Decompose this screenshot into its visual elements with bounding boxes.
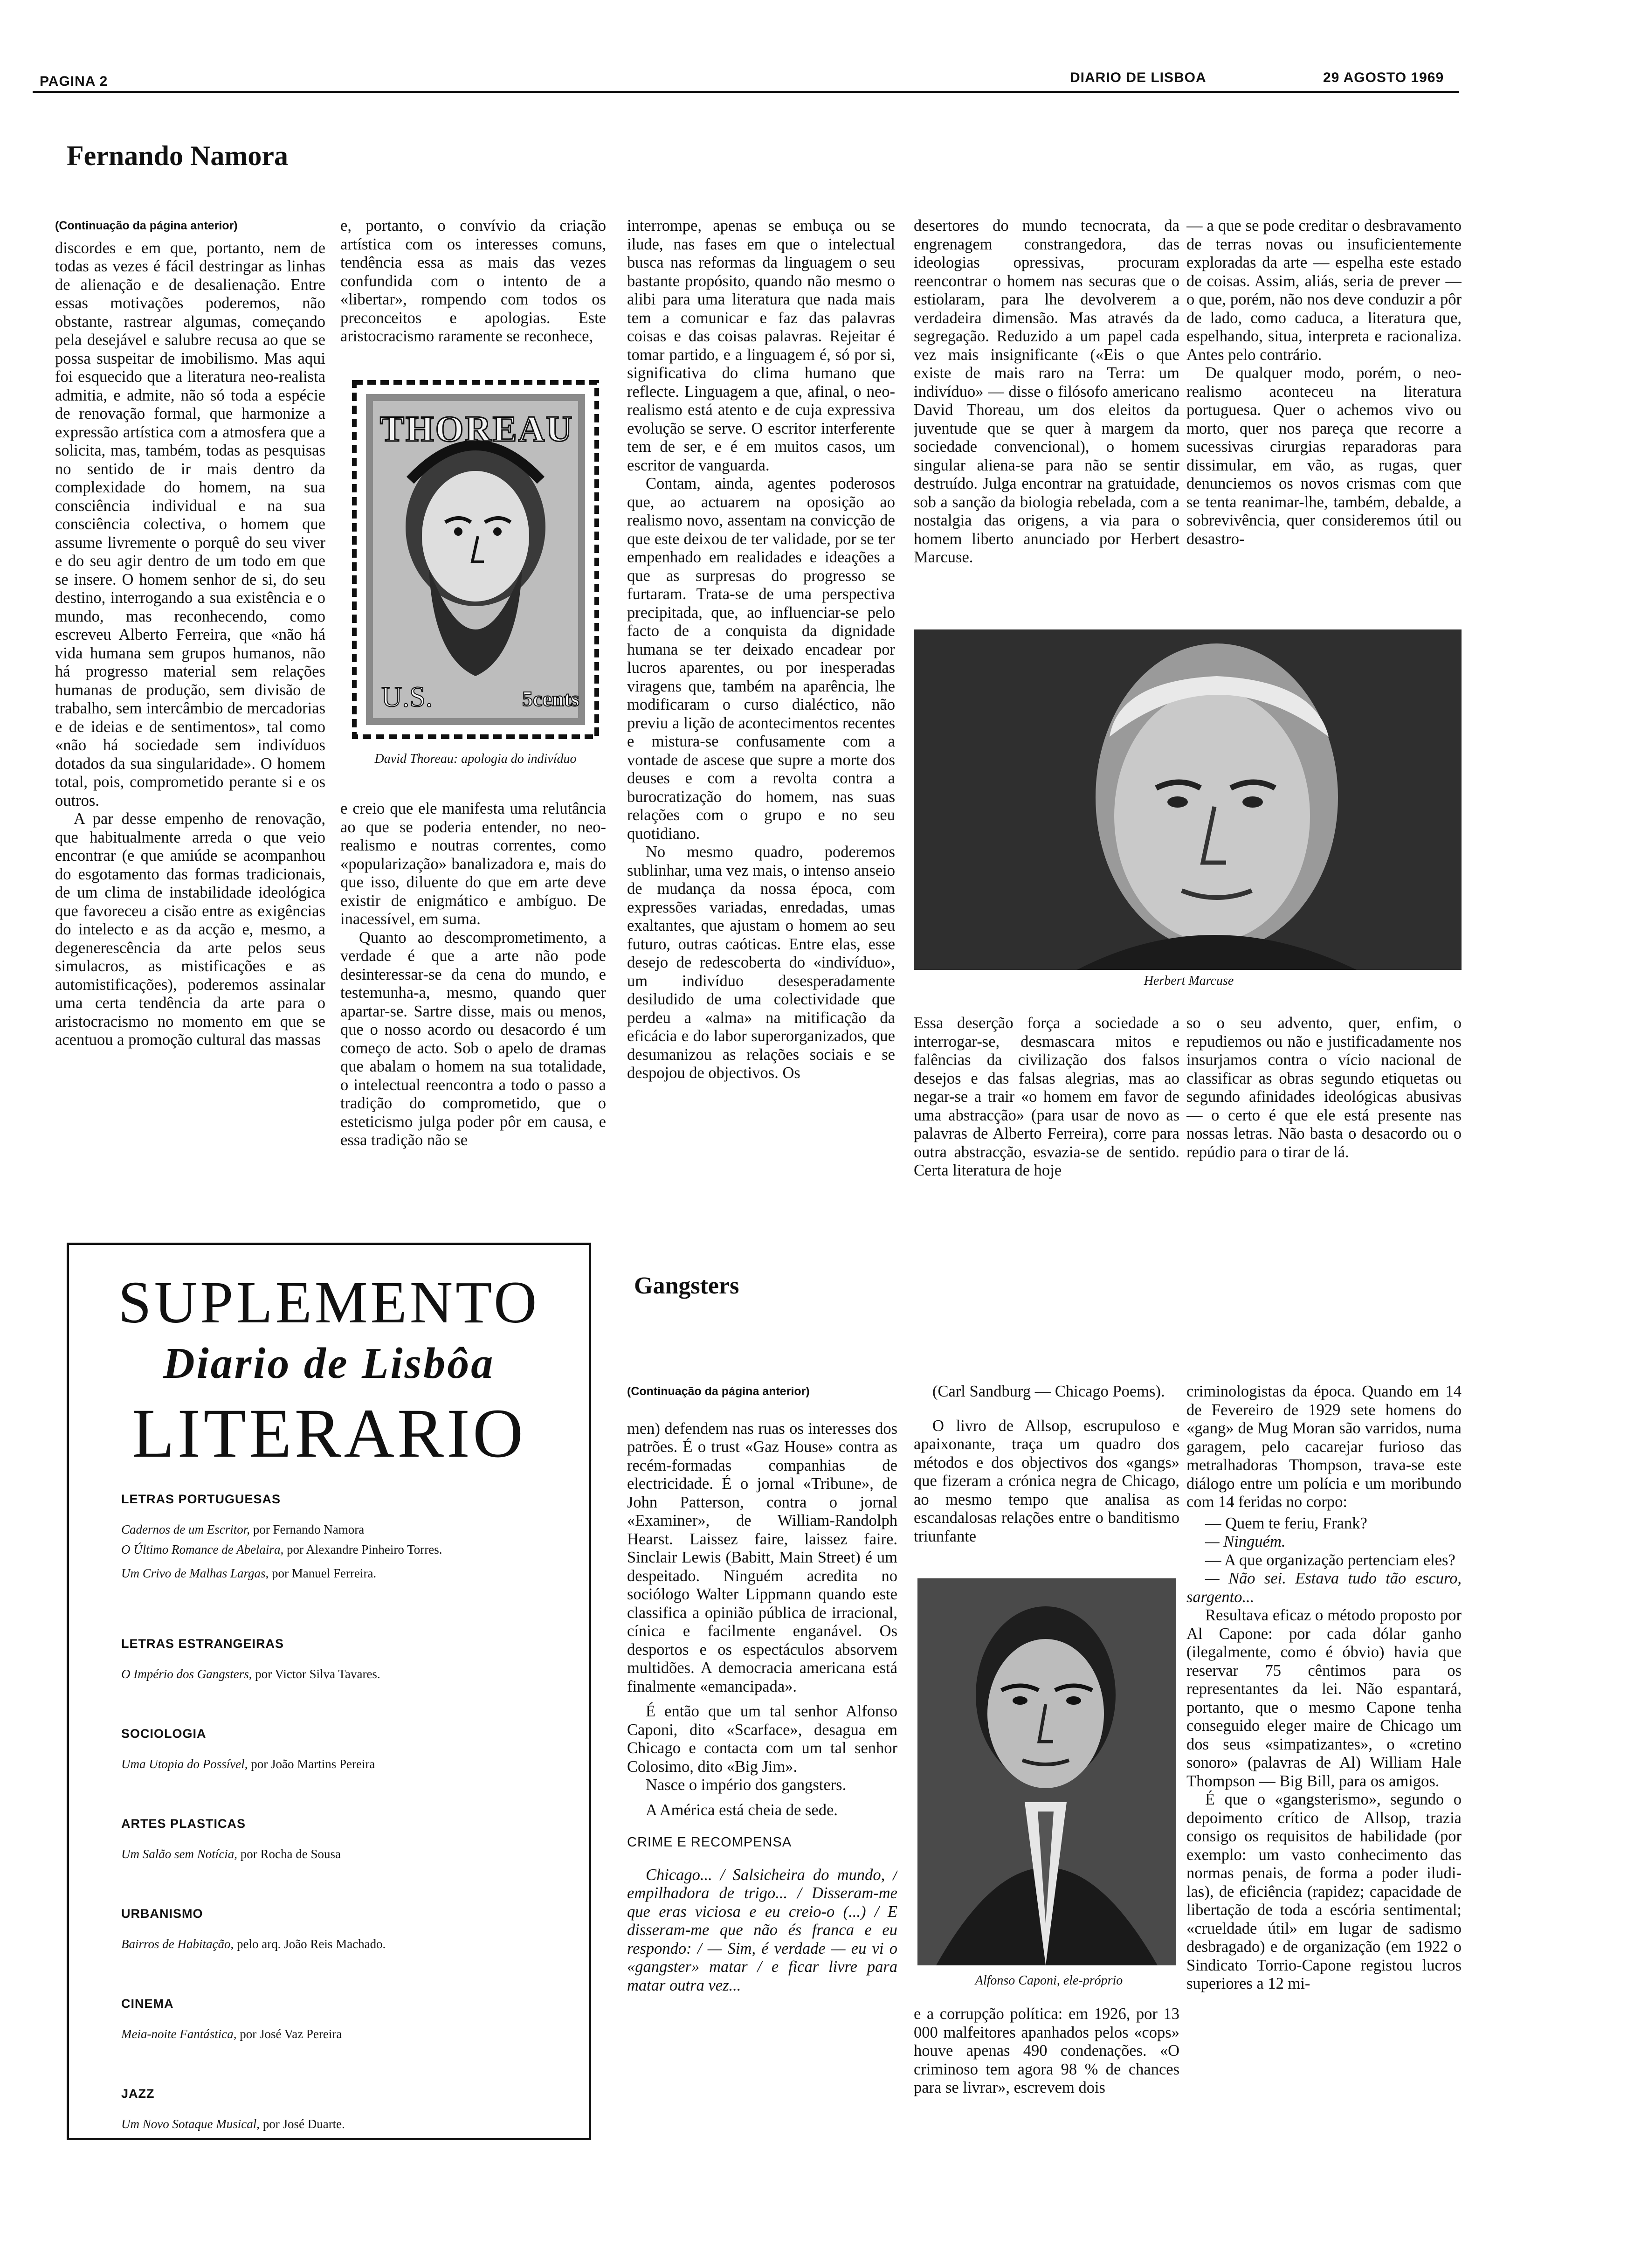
item-author: por Rocha de Sousa: [237, 1847, 341, 1861]
gangsters-column-2-top: [914, 1383, 1179, 1578]
list-item: [121, 2117, 569, 2131]
paragraph: Resultava eficaz o método proposto por Al Capone: por cada dólar ganho (ilegalmente, como é óbvio) havia que reservar 75 cêntimos para os representantes da lei. Não espantará, portanto, que o mesmo Capone tenha conseguido eleger maire de Chicago um dos seus «simpatizantes», o «cretino sonoro» (palavras de Al) William Hale Thompson — Big Bill, para os amigos.: [1186, 1606, 1462, 1790]
article-column-3: [627, 217, 895, 1224]
article-column-1: [55, 217, 325, 1224]
list-item: [121, 1522, 569, 1537]
section-heading: ARTES PLASTICAS: [121, 1817, 246, 1831]
section-urbanismo: [121, 1907, 569, 1997]
section-cinema: [121, 1997, 569, 2087]
portrait-illustration: [917, 1578, 1176, 1965]
list-item: [121, 1847, 569, 1861]
crime-heading: CRIME E RECOMPENSA: [627, 1835, 792, 1850]
item-title: Cadernos de um Escritor,: [121, 1522, 250, 1536]
continuation-note: (Continuação da página anterior): [627, 1385, 810, 1398]
paragraph: interrompe, apenas se embuça ou se ilude, nas fases em que o intelectual busca nas reformas da linguagem o seu bastante propósito, quando não mesmo o alibi para uma literatura que nada mais tem a comunicar e faz das palavras coisas e das coisas palavras. Rejeitar é tomar partido, e a linguagem é, só por si, significativa do clima humano que reflecte. Linguagem a que, afinal, o neo-realismo está atento e de cuja expressiva evolução se serve. O escritor interferente tem de ser, e é em muitos casos, um escritor de vanguarda.: [627, 217, 895, 474]
marcuse-caption: Herbert Marcuse: [1144, 974, 1234, 988]
paragraph: men) defendem nas ruas os interesses dos patrões. É o trust «Gaz House» contra as recém-formadas companhias de electricidade. É o jornal «Tribune», de John Patterson, contra o jornal «Examiner», de William-Randolph Hearst. Laissez faire, laissez faire. Sinclair Lewis (Babitt, Main Street) é um despeitado. Ninguém acredita no sociólogo Walter Lippmann quando este classifica a opinião pública de irracional, cínica e facilmente enganável. Os desportos e os espectáculos absorvem multidões. A democracia americana está finalmente «emancipada».: [627, 1419, 897, 1695]
paragraph: É então que um tal senhor Alfonso Caponi, dito «Scarface», desagua em Chicago e contacta com um tal senhor Colosimo, dito «Big Jim».: [627, 1702, 897, 1776]
article-column-5-bottom: [1186, 1014, 1462, 1224]
list-item: [121, 1667, 569, 1681]
paragraph: discordes e em que, portanto, nem de todas as vezes é fácil destringar as linhas de alienação e de desalienação. Entre essas motivações poderemos, não obstante, rastrear algumas, começando pela desejável e salubre recusa ao que se possa suspeitar de imobilismo. Mas aqui foi esquecido que a literatura neo-realista admitia, e admite, não só toda a espécie de renovação formal, que harmonize a expressão artística com a atmosfera que a solicita, mas, também, todas as pesquisas no sentido de ir mais dentro da complexidade do homem, na sua consciência individual e na sua consciência colectiva, o homem que assume livremente o porquê do seu viver e do seu agir dentro de um todo em que se insere. O homem senhor de si, do seu destino, interrogando a sua existência e o mundo, mas reconhecendo, como escreveu Alberto Ferreira, que «não há vida humana sem grupos humanos, não há progresso material sem relações humanas de produção, sem divisão de trabalho, sem intercâmbio de mercadorias e de ideias e de sentimentos», tal como «não há sociedade sem indivíduos dotados da sua singularidade». O homem total, pois, comprometido perante si e os outros.: [55, 239, 325, 809]
paragraph: desertores do mundo tecnocrata, da engrenagem constrangedora, das ideologias opressivas, procuram reencontrar o homem nas securas que o estiolaram, para lhe devolverem a verdadeira dimensão. Mas através da segregação. Reduzido a um papel cada vez mais insignificante («Eis o que existe de mais raro na Terra: um indivíduo» — disse o filósofo americano David Thoreau, um dos eleitos da juventude que se quer à margem da sociedade convencional), o homem singular aliena-se para não se sentir destruído. Julga encontrar na gratuidade, sob a sanção da biologia rebelada, com a nostalgia das origens, a via para o homem liberto anunciado por Herbert Marcuse.: [914, 217, 1179, 566]
paragraph: De qualquer modo, porém, o neo-realismo aconteceu na literatura portuguesa. Quer o achemos vivo ou morto, quer nos pareça que recorre a sucessivas cirurgias reparadoras para dissimular, em vão, as rugas, quer denunciemos os novos crismas com que se tenta reanimar-lhe, também, debalde, a sobrevivência, quer consideremos útil ou desastro-: [1186, 364, 1462, 548]
supplement-subtitle: LITERARIO: [131, 1395, 526, 1472]
item-title: Meia-noite Fantástica,: [121, 2027, 237, 2041]
list-item: [121, 1937, 569, 1951]
section-heading: URBANISMO: [121, 1907, 203, 1921]
item-author: por Alexandre Pinheiro Torres.: [283, 1542, 442, 1556]
article-column-5-top: [1186, 217, 1462, 627]
supplement-contents: [121, 1492, 569, 2131]
dialog-line: — Ninguém.: [1205, 1533, 1286, 1550]
stamp-value: 5cents: [522, 687, 579, 711]
item-title: O Império dos Gangsters,: [121, 1667, 252, 1681]
item-title: Um Crivo de Malhas Largas,: [121, 1566, 269, 1580]
section-letras-estrangeiras: [121, 1637, 569, 1727]
paragraph: e, portanto, o convívio da criação artística com os interesses comuns, tendência essa as mais das vezes confundida com o intento de a «libertar», rompendo com todos os preconceitos e apologias. Este aristocracismo raramente se reconhece,: [340, 217, 606, 345]
page-number: PAGINA 2: [40, 74, 108, 89]
paragraph: e a corrupção política: em 1926, por 13 000 malfeitores apanhados pelos «cops» houve apenas 490 condenações. «O criminoso tem agora 98 % de chances para se livrar», escrevem dois: [914, 2005, 1179, 2096]
section-heading: JAZZ: [121, 2087, 155, 2101]
gangsters-column-3: [1186, 1383, 1462, 2171]
section-artes-plasticas: [121, 1817, 569, 1907]
article-column-4-top: [914, 217, 1179, 627]
list-item: [121, 2027, 569, 2041]
paragraph: Quanto ao descomprometimento, a verdade é que a arte não pode desinteressar-se da cena do mundo, e testemunha-a, mesmo, quando quer apartar-se. Sartre disse, mais ou menos, que o nosso acordo ou desacordo é um começo de acto. Sob o apelo de dramas que abalam o homem na sua totalidade, o intelectual reencontra a todo o passo a tradição do comprometido, que o esteticismo julga poder pôr em causa, e essa tradição não se: [340, 928, 606, 1149]
paragraph: A par desse empenho de renovação, que habitualmente arreda o que veio encontrar (e que amiúde se acompanhou do esgotamento das formas tradicionais, de um clima de instabilidade ideológica que favoreceu a cisão entre as exigências do intelecto e as da acção e, mesmo, a degenerescência da arte pelos seus simulacros, as mistificações e as automistificações), poderemos assinalar uma certa tendência da arte para o aristocracismo no momento em que se acentuou a promoção cultural das massas: [55, 810, 325, 1049]
item-author: por José Vaz Pereira: [236, 2027, 342, 2041]
item-title: O Último Romance de Abelaira,: [121, 1542, 284, 1556]
supplement-newspaper: Diario de Lisbôa: [163, 1339, 495, 1388]
citation: (Carl Sandburg — Chicago Poems).: [932, 1383, 1165, 1400]
section-letras-portuguesas: [121, 1492, 569, 1637]
item-author: por Victor Silva Tavares.: [252, 1667, 380, 1681]
list-item: [121, 1757, 569, 1771]
paragraph: O livro de Allsop, escrupuloso e apaixonante, traça um quadro dos métodos e dos objectivos dos «gangs» que fizeram a crónica negra de Chicago, ao mesmo tempo que analisa as escandalosas relações entre o banditismo triunfante: [914, 1417, 1179, 1545]
gangsters-column-1: [627, 1383, 897, 2171]
paragraph: criminologistas da época. Quando em 14 de Fevereiro de 1929 sete homens do «gang» de Mug Moran são varridos, numa garagem, pelo cacarejar furioso das metralhadoras Thompson, trava-se este diálogo entre um polícia e um moribundo com 14 feridas no corpo:: [1186, 1383, 1462, 1511]
item-title: Um Novo Sotaque Musical,: [121, 2117, 260, 2131]
list-item: [121, 1542, 569, 1557]
section-heading: LETRAS ESTRANGEIRAS: [121, 1637, 284, 1651]
paragraph: so o seu advento, quer, enfim, o repudiemos ou não e justificadamente nos insurjamos contra o vício nacional de classificar as obras segundo etiquetas ou segundo afinidades ideológicas abusivas — o certo é que ele está presente nas nossas letras. Não basta o desacordo ou o repúdio para o tirar de lá.: [1186, 1014, 1462, 1161]
continuation-note: (Continuação da página anterior): [55, 219, 238, 232]
item-author: por José Duarte.: [259, 2117, 345, 2131]
dialog-line: — A que organização pertenciam eles?: [1205, 1551, 1455, 1569]
paragraph: Contam, ainda, agentes poderosos que, ao actuarem na oposição ao realismo novo, assentam na convicção de que este deixou de ter validade, por se ter empenhado em realidades e ideações a que as surpresas do progresso se furtaram. Trata-se de uma perspectiva precipitada, que, ao influenciar-se pelo facto de a conquista da dignidade humana se ter deixado encadear por lucros aparentes, ou por inesperadas viragens que, também na aparência, lhe modificaram o curso dialéctico, não previu a lição de acontecimentos recentes e mistura-se confusamente com a vontade de ascese que supre a morte dos deuses e com a revolta contra a burocratização do homem, nas suas relações com o grupo e no seu quotidiano.: [627, 475, 895, 843]
capone-caption: Alfonso Caponi, ele-próprio: [975, 1973, 1123, 1988]
dialog-line: — Não sei. Estava tudo tão escuro, sargento...: [1186, 1570, 1462, 1606]
article-column-2-top: [340, 217, 606, 373]
header-rule: [33, 91, 1459, 93]
section-heading: LETRAS PORTUGUESAS: [121, 1492, 281, 1506]
section-heading: SOCIOLOGIA: [121, 1727, 207, 1741]
section-heading: CINEMA: [121, 1997, 174, 2011]
item-author: pelo arq. João Reis Machado.: [234, 1937, 386, 1951]
item-title: Um Salão sem Notícia,: [121, 1847, 237, 1861]
item-author: por João Martins Pereira: [248, 1757, 375, 1771]
paragraph: No mesmo quadro, poderemos sublinhar, uma vez mais, o intenso anseio de mudança da nossa época, com expressões variadas, enredadas, umas exaltantes, que ajustam o homem ao seu futuro, outras caóticas. Entre elas, esse desejo de redescoberta do «indivíduo», um indivíduo desesperadamente desiludido de uma colectividade que perdeu a «alma» na mitificação da eficácia e do labor superorganizados, que desumanizou as relações sociais e se despojou de objectivos. Os: [627, 843, 895, 1082]
newspaper-name: DIARIO DE LISBOA: [1070, 70, 1207, 85]
supplement-title: SUPLEMENTO: [118, 1269, 540, 1335]
paragraph: A América está cheia de sede.: [646, 1801, 838, 1819]
stamp-caption: David Thoreau: apologia do indivíduo: [374, 752, 577, 766]
article-column-2-bottom: [340, 800, 606, 1222]
stamp-name: THOREAU: [380, 408, 574, 449]
supplement-box: [67, 1243, 591, 2140]
paragraph: É que o «gangsterismo», segundo o depoimento crítico de Allsop, trazia consigo os requisitos de habilidade (por exemplo: um vasto conhecimento das normas penais, de forma a poder iludi-las), de eficiência (rapidez; capacidade de libertação de toda a escória sentimental; «crueldade útil» em lugar de sadismo desbragado) e de organização (em 1922 o Sindicato Torrio-Capone registou lucros superiores a 12 mi-: [1186, 1791, 1462, 1992]
portrait-illustration: [914, 629, 1462, 970]
item-author: por Manuel Ferreira.: [269, 1566, 377, 1580]
paragraph: e creio que ele manifesta uma relutância ao que se poderia entender, no neo-realismo e noutras correntes, como «popularização» banalizadora e, mais do que isso, diluente do que em arte deve existir de enigmático e ambíguo. De inacessível, em suma.: [340, 800, 606, 928]
list-item: [121, 1566, 569, 1581]
capone-photo: [917, 1578, 1176, 1965]
paragraph: — a que se pode creditar o desbravamento de terras novas ou insuficientemente exploradas da arte — espelha este estado de coisas. Assim, aliás, seria de prever — o que, porém, não nos deve conduzir a pôr de lado, como caduca, a literatura que, espelhando, situa, interpreta e racionaliza. Antes pelo contrário.: [1186, 217, 1462, 364]
gangsters-column-2-bottom: [914, 2005, 1179, 2173]
article-title: Fernando Namora: [67, 140, 288, 171]
item-author: por Fernando Namora: [250, 1522, 365, 1536]
issue-date: 29 AGOSTO 1969: [1323, 70, 1444, 85]
thoreau-stamp-image: [345, 373, 606, 746]
dialog-line: — Quem te feriu, Frank?: [1205, 1514, 1367, 1532]
gangsters-title: Gangsters: [634, 1272, 739, 1299]
poem: Chicago... / Salsicheira do mundo, / empilhadora de trigo... / Disseram-me que eras viciosa e eu creio-o (...) / E disseram-me que não és franca e eu respondo: / — Sim, é verdade — eu vi o «gangster» matar / e ficar livre para matar outra vez...: [627, 1866, 897, 1994]
section-jazz: [121, 2087, 569, 2131]
article-column-4-bottom: [914, 1014, 1179, 1224]
paragraph: Nasce o império dos gangsters.: [646, 1776, 847, 1794]
item-title: Bairros de Habitação,: [121, 1937, 234, 1951]
stamp-country: U.S.: [381, 681, 433, 713]
paragraph: Essa deserção força a sociedade a interrogar-se, desmascara mitos e falências da civilização dos falsos desejos e das falsas alegrias, mas ao negar-se a trair «o homem em favor de uma abstracção» (para usar de novo as palavras de Alberto Ferreira), corre para outra abstracção, esvazia-se de sentido. Certa literatura de hoje: [914, 1014, 1179, 1179]
item-title: Uma Utopia do Possível,: [121, 1757, 248, 1771]
section-sociologia: [121, 1727, 569, 1817]
marcuse-photo: [914, 629, 1462, 970]
